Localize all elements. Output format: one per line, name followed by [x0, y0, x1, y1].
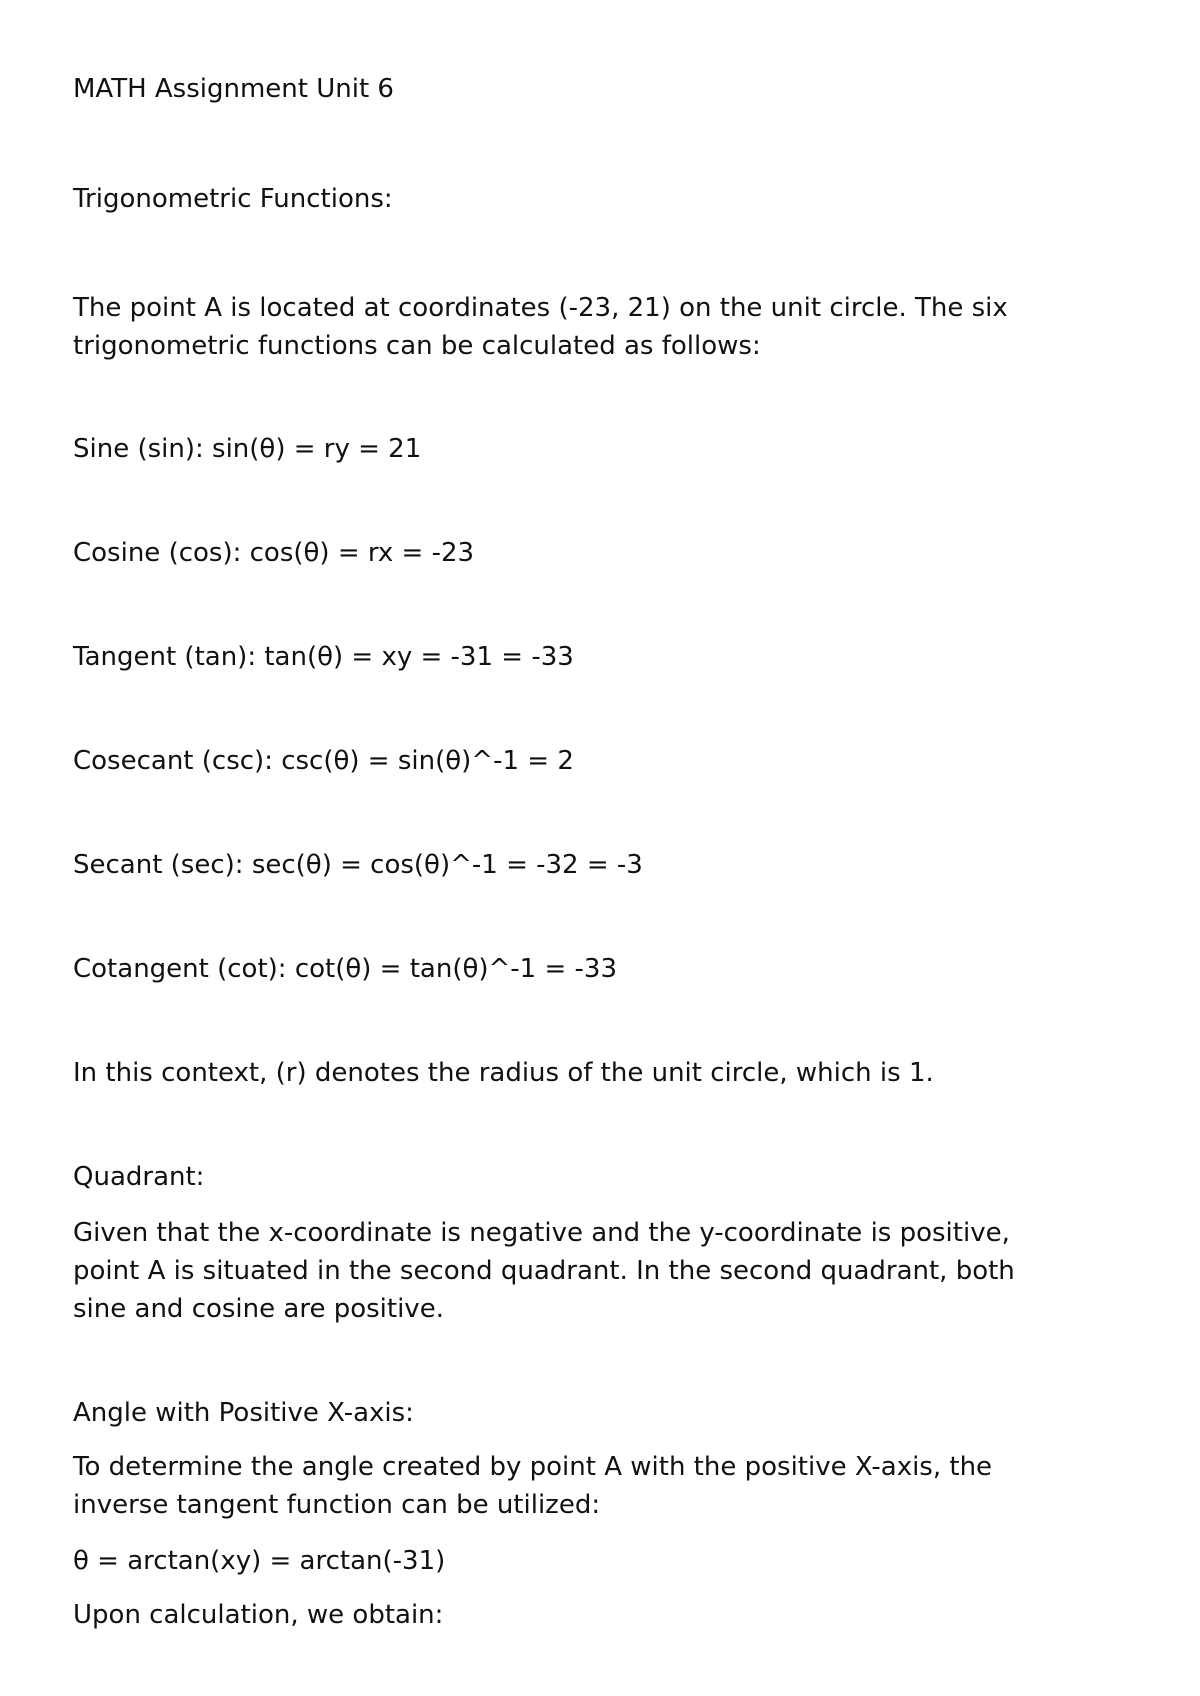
- section-heading-quadrant: Quadrant:: [73, 1162, 205, 1192]
- radius-note: In this context, (r) denotes the radius of the unit circle, which is 1.: [73, 1058, 934, 1088]
- cotangent-formula: Cotangent (cot): cot(θ) = tan(θ)^-1 = -33: [73, 954, 618, 984]
- angle-paragraph: [73, 1448, 1133, 1524]
- document-title: MATH Assignment Unit 6: [73, 74, 394, 104]
- cosecant-formula: Cosecant (csc): csc(θ) = sin(θ)^-1 = 2: [73, 746, 574, 776]
- cosine-formula: Cosine (cos): cos(θ) = rx = -23: [73, 538, 475, 568]
- secant-formula: Secant (sec): sec(θ) = cos(θ)^-1 = -32 = -3: [73, 850, 643, 880]
- arctan-formula: θ = arctan(xy) = arctan(-31): [73, 1546, 446, 1576]
- paragraph-line: The point A is located at coordinates (-23, 21) on the unit circle. The six: [73, 293, 1008, 323]
- paragraph-line: To determine the angle created by point A with the positive X-axis, the: [73, 1452, 993, 1482]
- paragraph-line: point A is situated in the second quadrant. In the second quadrant, both: [73, 1256, 1015, 1286]
- calculation-note: Upon calculation, we obtain:: [73, 1600, 444, 1630]
- tangent-formula: Tangent (tan): tan(θ) = xy = -31 = -33: [73, 642, 574, 672]
- sine-formula: Sine (sin): sin(θ) = ry = 21: [73, 434, 422, 464]
- section-heading-trigonometric-functions: Trigonometric Functions:: [73, 184, 393, 214]
- section-heading-angle: Angle with Positive X-axis:: [73, 1398, 414, 1428]
- paragraph-line: Given that the x-coordinate is negative and the y-coordinate is positive,: [73, 1218, 1010, 1248]
- paragraph-line: inverse tangent function can be utilized:: [73, 1490, 601, 1520]
- intro-paragraph: [73, 289, 1133, 365]
- paragraph-line: sine and cosine are positive.: [73, 1294, 444, 1324]
- paragraph-line: trigonometric functions can be calculated as follows:: [73, 331, 761, 361]
- quadrant-paragraph: [73, 1214, 1133, 1328]
